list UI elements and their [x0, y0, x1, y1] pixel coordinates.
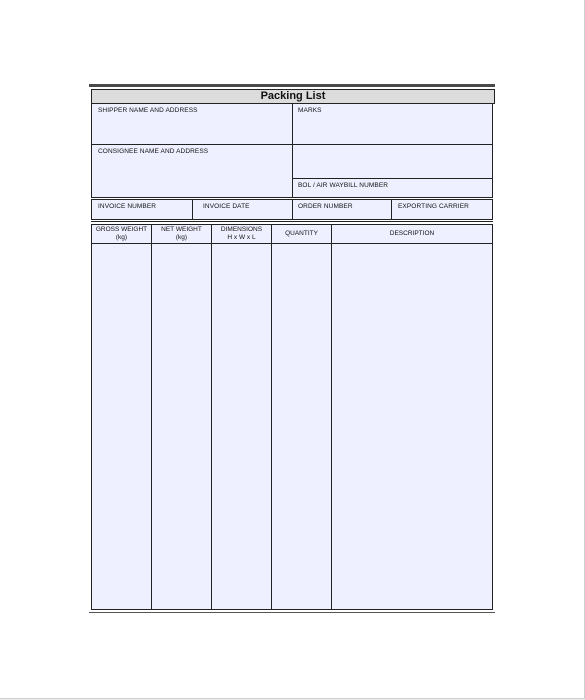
- marks-field[interactable]: [292, 103, 493, 145]
- header-dimensions: [211, 224, 272, 244]
- invoice-date-label: INVOICE DATE: [203, 203, 250, 210]
- bol-label: BOL / AIR WAYBILL NUMBER: [298, 182, 389, 189]
- invoice-number-field[interactable]: [91, 199, 193, 220]
- header-net-weight: [151, 224, 212, 244]
- header-gross-weight-line1: GROSS WEIGHT: [95, 226, 148, 233]
- header-dimensions-line1: DIMENSIONS: [220, 226, 263, 233]
- order-number-label: ORDER NUMBER: [298, 203, 353, 210]
- order-number-field[interactable]: [292, 199, 392, 220]
- consignee-field[interactable]: [91, 144, 293, 198]
- exporting-carrier-field[interactable]: [391, 199, 493, 220]
- header-quantity: [271, 224, 332, 244]
- header-gross-weight: [91, 224, 152, 244]
- header-net-weight-line2: (kg): [175, 234, 188, 241]
- bol-field[interactable]: [292, 178, 493, 198]
- form-title: Packing List: [91, 89, 495, 104]
- shipper-label: SHIPPER NAME AND ADDRESS: [98, 107, 198, 114]
- marks-continued-field[interactable]: [292, 144, 493, 179]
- header-description: [331, 224, 493, 244]
- column-gross-weight[interactable]: [91, 243, 152, 610]
- column-dimensions[interactable]: [211, 243, 272, 610]
- header-description-line1: DESCRIPTION: [389, 230, 435, 237]
- section-divider: [91, 221, 493, 222]
- column-quantity[interactable]: [271, 243, 332, 610]
- column-description[interactable]: [331, 243, 493, 610]
- header-quantity-line1: QUANTITY: [285, 230, 318, 237]
- header-net-weight-line1: NET WEIGHT: [161, 226, 202, 233]
- header-gross-weight-line2: (kg): [115, 234, 128, 241]
- bottom-rule: [89, 612, 495, 613]
- invoice-number-label: INVOICE NUMBER: [98, 203, 157, 210]
- invoice-date-field[interactable]: [192, 199, 293, 220]
- consignee-label: CONSIGNEE NAME AND ADDRESS: [98, 148, 209, 155]
- shipper-field[interactable]: [91, 103, 293, 145]
- top-rule: [89, 84, 495, 87]
- marks-label: MARKS: [298, 107, 322, 114]
- packing-list-form: [89, 84, 495, 614]
- exporting-carrier-label: EXPORTING CARRIER: [398, 203, 469, 210]
- header-dimensions-line2: H x W x L: [227, 234, 256, 241]
- column-net-weight[interactable]: [151, 243, 212, 610]
